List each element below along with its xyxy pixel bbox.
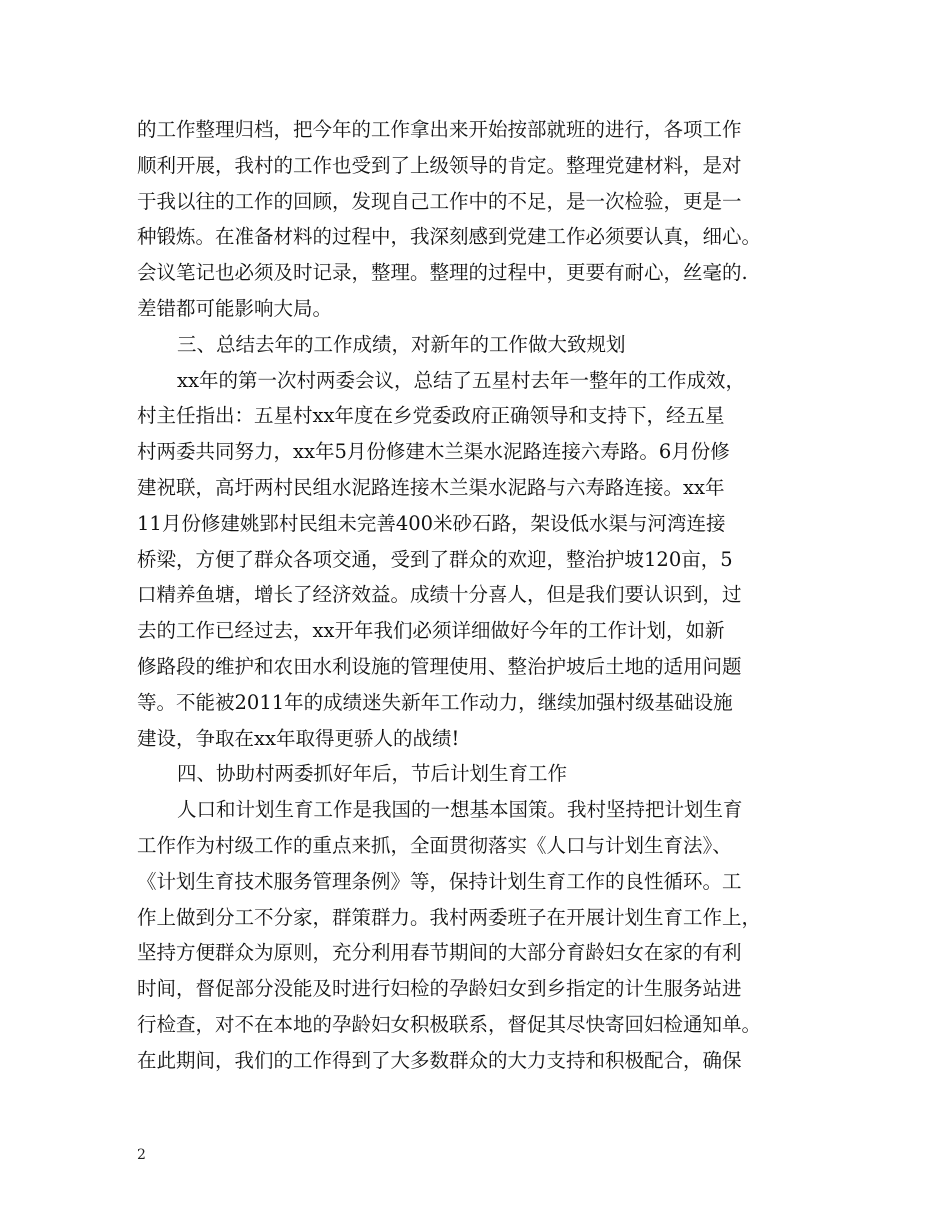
text-line: 于我以往的工作的回顾，发现自己工作中的不足，是一次检验，更是一 (137, 189, 742, 213)
text-line: 时间，督促部分没能及时进行妇检的孕龄妇女到乡指定的计生服务站进 (137, 977, 742, 1001)
text-line: 会议笔记也必须及时记录，整理。整理的过程中，更要有耐心，丝毫的. (137, 261, 748, 285)
page-number: 2 (137, 1147, 146, 1163)
text-line: 桥梁，方便了群众各项交通，受到了群众的欢迎，整治护坡120亩，5 (137, 547, 733, 571)
text-line: 种锻炼。在准备材料的过程中，我深刻感到党建工作必须要认真，细心。 (137, 225, 762, 249)
text-line: 11月份修建姚郢村民组未完善400米砂石路，架设低水渠与河湾连接 (137, 511, 726, 535)
text-line: 村主任指出：五星村xx年度在乡党委政府正确领导和支持下，经五星 (137, 404, 725, 428)
text-line: 的工作整理归档，把今年的工作拿出来开始按部就班的进行，各项工作 (137, 118, 742, 141)
paragraph-first-line: xx年的第一次村两委会议，总结了五星村去年一整年的工作成效， (177, 368, 745, 392)
text-line: 坚持方便群众为原则，充分利用春节期间的大部分育龄妇女在家的有利 (137, 941, 742, 965)
text-line: 去的工作已经过去，xx开年我们必须详细做好今年的工作计划，如新 (137, 619, 725, 643)
text-line: 作上做到分工不分家，群策群力。我村两委班子在开展计划生育工作上， (137, 905, 762, 929)
text-line: 村两委共同努力，xx年5月份修建木兰渠水泥路连接六寿路。6月份修 (137, 440, 730, 464)
text-line: 差错都可能影响大局。 (137, 296, 333, 320)
text-line: 《计划生育技术服务管理条例》等，保持计划生育工作的良性循环。工 (137, 869, 742, 893)
text-line: 修路段的维护和农田水利设施的管理使用、整治护坡后土地的适用问题 (137, 654, 742, 678)
text-line: 建祝联，高圩两村民组水泥路连接木兰渠水泥路与六寿路连接。xx年 (137, 475, 725, 499)
text-line: 在此期间，我们的工作得到了大多数群众的大力支持和积极配合，确保 (137, 1048, 742, 1072)
text-line: 顺利开展，我村的工作也受到了上级领导的肯定。整理党建材料，是对 (137, 153, 742, 177)
text-line: 行检查，对不在本地的孕龄妇女积极联系，督促其尽快寄回妇检通知单。 (137, 1012, 762, 1036)
text-line: 口精养鱼塘，增长了经济效益。成绩十分喜人，但是我们要认识到，过 (137, 583, 742, 607)
paragraph-first-line: 三、总结去年的工作成绩，对新年的工作做大致规划 (177, 332, 626, 356)
paragraph-first-line: 人口和计划生育工作是我国的一想基本国策。我村坚持把计划生育 (177, 798, 743, 822)
text-line: 工作作为村级工作的重点来抓，全面贯彻落实《人口与计划生育法》、 (137, 833, 732, 857)
text-line: 建设，争取在xx年取得更骄人的战绩! (137, 726, 460, 750)
paragraph-first-line: 四、协助村两委抓好年后，节后计划生育工作 (177, 762, 568, 786)
text-line: 等。不能被2011年的成绩迷失新年工作动力，继续加强村级基础设施 (137, 690, 733, 714)
body-text (137, 112, 817, 1079)
